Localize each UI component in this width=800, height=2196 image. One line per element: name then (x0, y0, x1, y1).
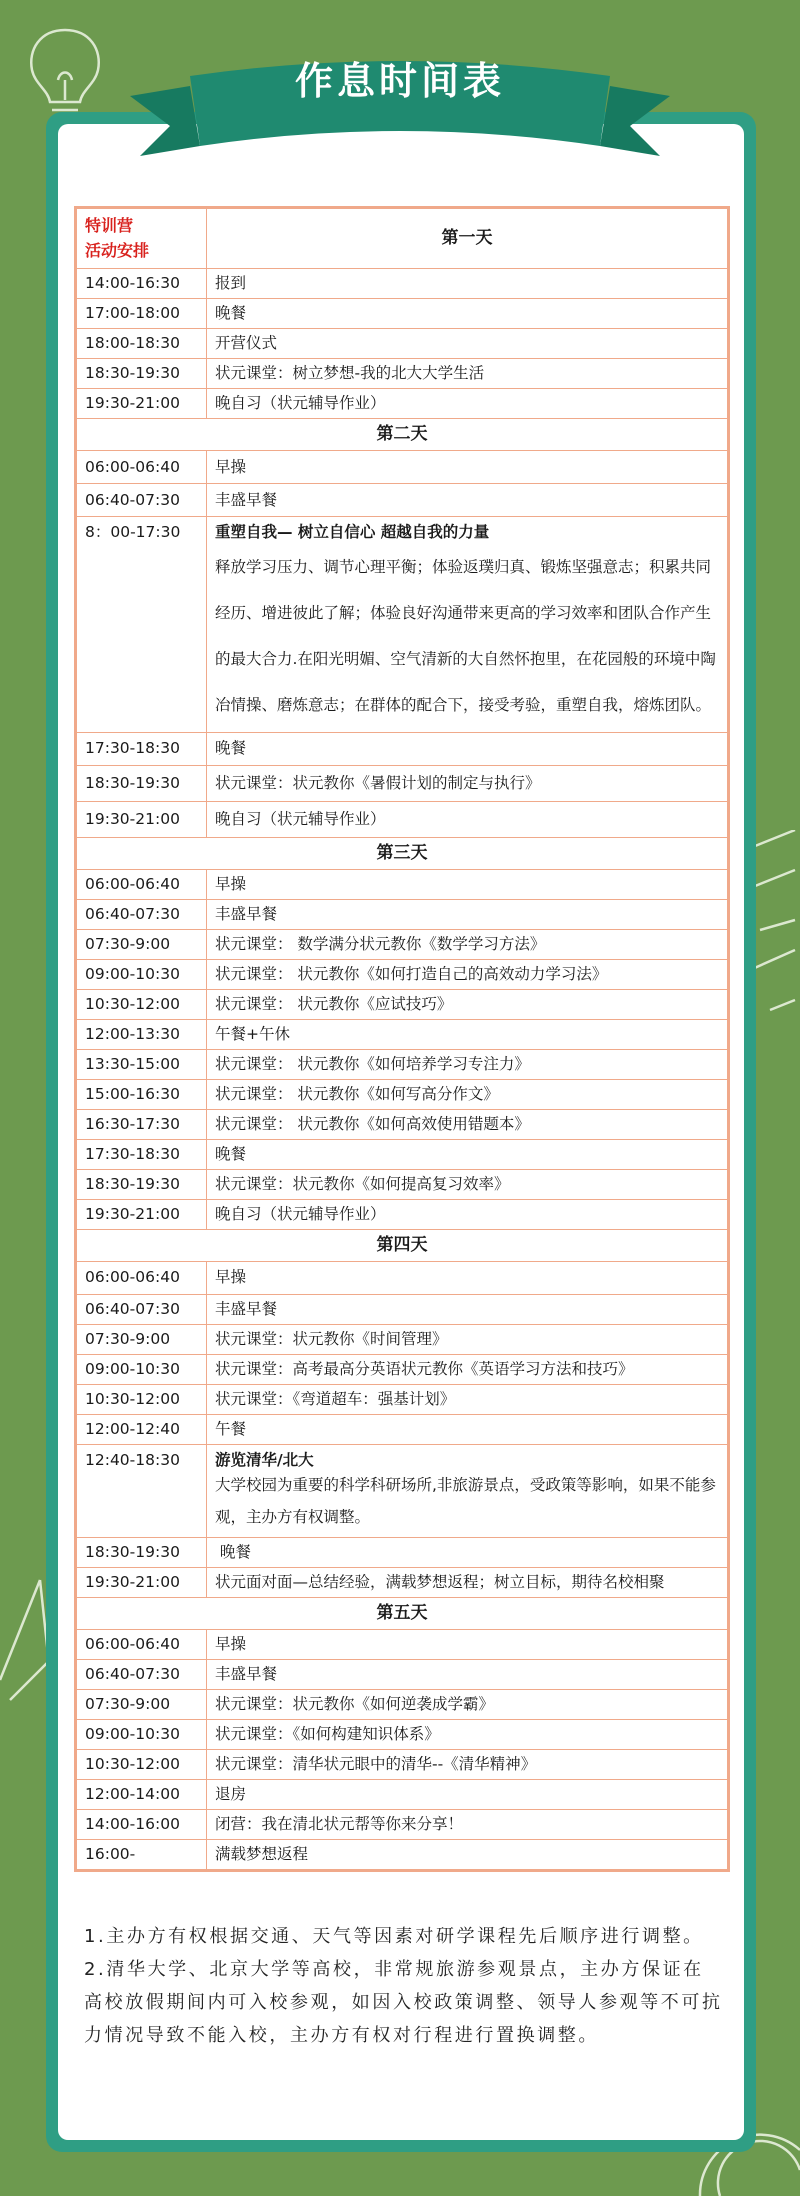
note-2: 2.清华大学、北京大学等高校，非常规旅游参观景点，主办方保证在高校放假期间内可入校参观，如因入校政策调整、领导人参观等不可抗力情况导致不能入校，主办方有权对行程进行置换调整。 (84, 1959, 723, 2046)
activity-cell: 丰盛早餐 (207, 899, 728, 929)
table-row (77, 359, 728, 389)
time-cell: 12:00-12:40 (77, 1414, 207, 1444)
time-cell: 07:30-9:00 (77, 929, 207, 959)
table-row (77, 484, 728, 517)
table-row (77, 989, 728, 1019)
time-cell: 09:00-10:30 (77, 959, 207, 989)
time-cell: 12:40-18:30 (77, 1444, 207, 1538)
time-cell: 12:00-13:30 (77, 1019, 207, 1049)
activity-cell: 闭营：我在清北状元帮等你来分享！ (207, 1810, 728, 1840)
time-cell: 18:00-18:30 (77, 329, 207, 359)
header-label-cell (77, 209, 207, 269)
table-row (77, 1840, 728, 1870)
activity-cell: 晚餐 (207, 732, 728, 765)
table-row (77, 1780, 728, 1810)
activity-cell: 晚自习（状元辅导作业） (207, 801, 728, 837)
activity-cell: 状元课堂： 状元教你《如何培养学习专注力》 (207, 1049, 728, 1079)
table-row (77, 801, 728, 837)
time-cell: 16:00- (77, 1840, 207, 1870)
activity-cell: 早操 (207, 451, 728, 484)
time-cell: 14:00-16:00 (77, 1810, 207, 1840)
activity-cell: 状元课堂：状元教你《如何逆袭成学霸》 (207, 1690, 728, 1720)
day-heading: 第四天 (77, 1229, 728, 1261)
time-cell: 18:30-19:30 (77, 1538, 207, 1568)
table-row (77, 1169, 728, 1199)
table-row (77, 899, 728, 929)
activity-cell: 状元课堂： 数学满分状元教你《数学学习方法》 (207, 929, 728, 959)
activity-title: 重塑自我— 树立自信心 超越自我的力量 (215, 523, 490, 541)
time-cell: 10:30-12:00 (77, 989, 207, 1019)
table-row (77, 451, 728, 484)
time-cell: 06:40-07:30 (77, 1294, 207, 1324)
header-label: 活动安排 (85, 240, 150, 260)
time-cell: 18:30-19:30 (77, 765, 207, 801)
table-row (77, 1079, 728, 1109)
activity-detail: 释放学习压力、调节心理平衡；体验返璞归真、锻炼坚强意志；积累共同经历、增进彼此了解；体验良好沟通带来更高的学习效率和团队合作产生的最大合力.在阳光明媚、空气清新的大自然怀抱里，在花园般的环境中陶冶情操、磨炼意志；在群体的配合下，接受考验，重塑自我，熔炼团队。 (215, 557, 716, 714)
time-cell: 06:00-06:40 (77, 1630, 207, 1660)
table-row (77, 299, 728, 329)
activity-cell: 丰盛早餐 (207, 1294, 728, 1324)
time-cell: 19:30-21:00 (77, 1199, 207, 1229)
table-row (77, 389, 728, 419)
table-row (77, 1690, 728, 1720)
activity-cell: 晚餐 (207, 299, 728, 329)
activity-detail: 大学校园为重要的科学科研场所,非旅游景点，受政策等影响，如果不能参观，主办方有权调整。 (215, 1476, 716, 1527)
activity-cell: 早操 (207, 1261, 728, 1294)
time-cell: 15:00-16:30 (77, 1079, 207, 1109)
time-cell: 06:40-07:30 (77, 1660, 207, 1690)
time-cell: 06:00-06:40 (77, 869, 207, 899)
activity-cell: 报到 (207, 269, 728, 299)
time-cell: 10:30-12:00 (77, 1750, 207, 1780)
schedule-table (74, 206, 730, 1872)
time-cell: 17:30-18:30 (77, 1139, 207, 1169)
activity-cell: 晚餐 (207, 1538, 728, 1568)
time-cell: 06:40-07:30 (77, 484, 207, 517)
table-row (77, 1019, 728, 1049)
table-row (77, 1109, 728, 1139)
table-row (77, 1630, 728, 1660)
activity-cell: 状元课堂：状元教你《暑假计划的制定与执行》 (207, 765, 728, 801)
activity-cell (207, 517, 728, 733)
time-cell: 19:30-21:00 (77, 1568, 207, 1598)
activity-cell: 状元课堂：状元教你《时间管理》 (207, 1324, 728, 1354)
table-row (77, 1199, 728, 1229)
table-row (77, 1354, 728, 1384)
activity-cell: 状元课堂：树立梦想-我的北大大学生活 (207, 359, 728, 389)
time-cell: 09:00-10:30 (77, 1720, 207, 1750)
table-row (77, 1384, 728, 1414)
table-row (77, 1049, 728, 1079)
page-title: 作息时间表 (294, 59, 505, 103)
time-cell: 12:00-14:00 (77, 1780, 207, 1810)
time-cell: 8：00-17:30 (77, 517, 207, 733)
time-cell: 06:40-07:30 (77, 899, 207, 929)
time-cell: 14:00-16:30 (77, 269, 207, 299)
activity-cell: 丰盛早餐 (207, 1660, 728, 1690)
table-row (77, 1720, 728, 1750)
table-row (77, 1660, 728, 1690)
notes-section (84, 1920, 724, 2052)
table-row (77, 1139, 728, 1169)
activity-cell: 晚自习（状元辅导作业） (207, 389, 728, 419)
table-row (77, 1414, 728, 1444)
time-cell: 18:30-19:30 (77, 1169, 207, 1199)
day-heading: 第五天 (77, 1598, 728, 1630)
table-row (77, 269, 728, 299)
activity-cell: 开营仪式 (207, 329, 728, 359)
day-heading: 第三天 (77, 837, 728, 869)
table-row (77, 765, 728, 801)
time-cell: 06:00-06:40 (77, 451, 207, 484)
activity-cell: 状元面对面—总结经验，满载梦想返程；树立目标，期待名校相聚 (207, 1568, 728, 1598)
table-row (77, 869, 728, 899)
activity-cell: 退房 (207, 1780, 728, 1810)
activity-cell: 状元课堂：《如何构建知识体系》 (207, 1720, 728, 1750)
activity-cell: 状元课堂： 状元教你《如何高效使用错题本》 (207, 1109, 728, 1139)
day-heading: 第一天 (207, 209, 728, 269)
time-cell: 19:30-21:00 (77, 389, 207, 419)
activity-cell: 状元课堂：高考最高分英语状元教你《英语学习方法和技巧》 (207, 1354, 728, 1384)
activity-cell: 满载梦想返程 (207, 1840, 728, 1870)
time-cell: 10:30-12:00 (77, 1384, 207, 1414)
table-row (77, 1810, 728, 1840)
note-1: 1.主办方有权根据交通、天气等因素对研学课程先后顺序进行调整。 (84, 1926, 704, 1947)
activity-cell: 状元课堂： 状元教你《如何打造自己的高效动力学习法》 (207, 959, 728, 989)
activity-cell: 午餐+午休 (207, 1019, 728, 1049)
time-cell: 19:30-21:00 (77, 801, 207, 837)
time-cell: 07:30-9:00 (77, 1690, 207, 1720)
activity-cell: 状元课堂：状元教你《如何提高复习效率》 (207, 1169, 728, 1199)
time-cell: 16:30-17:30 (77, 1109, 207, 1139)
activity-cell: 晚自习（状元辅导作业） (207, 1199, 728, 1229)
table-row (77, 959, 728, 989)
table-row (77, 329, 728, 359)
table-row (77, 1324, 728, 1354)
activity-cell: 丰盛早餐 (207, 484, 728, 517)
table-row (77, 732, 728, 765)
activity-cell: 午餐 (207, 1414, 728, 1444)
table-row (77, 1568, 728, 1598)
time-cell: 17:00-18:00 (77, 299, 207, 329)
activity-cell (207, 1444, 728, 1538)
table-row (77, 1294, 728, 1324)
table-row (77, 1444, 728, 1538)
table-row (77, 517, 728, 733)
time-cell: 07:30-9:00 (77, 1324, 207, 1354)
header-label: 特训营 (85, 215, 134, 235)
activity-cell: 状元课堂：清华状元眼中的清华--《清华精神》 (207, 1750, 728, 1780)
table-row (77, 1538, 728, 1568)
activity-cell: 早操 (207, 869, 728, 899)
time-cell: 06:00-06:40 (77, 1261, 207, 1294)
table-row (77, 1261, 728, 1294)
time-cell: 17:30-18:30 (77, 732, 207, 765)
activity-cell: 晚餐 (207, 1139, 728, 1169)
activity-cell: 早操 (207, 1630, 728, 1660)
activity-cell: 状元课堂： 状元教你《应试技巧》 (207, 989, 728, 1019)
activity-cell: 状元课堂：《弯道超车：强基计划》 (207, 1384, 728, 1414)
activity-title: 游览清华/北大 (215, 1450, 314, 1469)
table-row (77, 929, 728, 959)
table-row (77, 1750, 728, 1780)
activity-cell: 状元课堂： 状元教你《如何写高分作文》 (207, 1079, 728, 1109)
time-cell: 09:00-10:30 (77, 1354, 207, 1384)
day-heading: 第二天 (77, 419, 728, 451)
time-cell: 13:30-15:00 (77, 1049, 207, 1079)
time-cell: 18:30-19:30 (77, 359, 207, 389)
